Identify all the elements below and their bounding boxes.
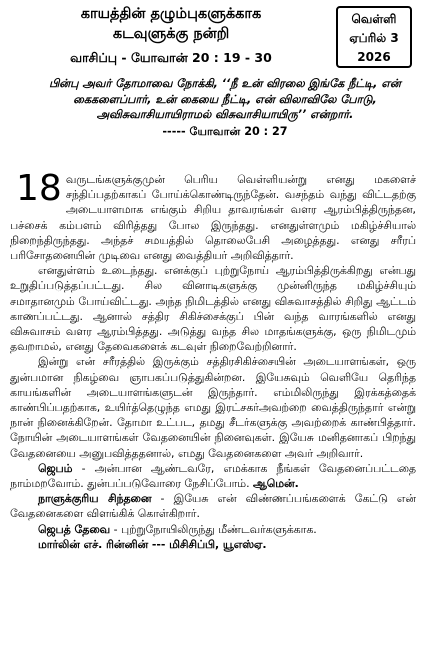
verse-text: பின்பு அவர் தோமாவை நோக்கி, ‘‘நீ உன் விரலை இங்கே நீட்டி, என் கைகளைப்பார், உன் கையை நீட்டி, என் விலாவிலே போடு, அவிசுவாசியாயிராமல் விசுவாசியாயிரு’’ என்றார். [49,77,401,121]
title-line-1: காயத்தின் தழும்புகளுக்காக [80,6,262,22]
title-line-2: கடவுளுக்கு நன்றி [112,26,230,42]
paragraph-3: இன்று என் சரீரத்தில் இருக்கும் சத்திரசிகிச்சையின் அடையாளங்கள், ஒரு துன்பமான நிகழ்வை ஞாபகப்படுத்துகின்றன. இயேசுவும் வெளியே தெரிந்த காயங்களின் அடையாளங்களுடன் இருந்தார். எம்மிலிருந்து இரக்கத்தைக் காண்பிப்பதற்காக, உயிர்த்தெழுந்த எமது இரட்சகர்அவற்றை வைத்திருந்தார் என்று நான் நினைக்கிறேன். தோமா உட்பட, தமது சீடர்களுக்கு அவற்றைக் காண்பித்தார். நோயின் அடையாளங்கள் வேதனையின் நினைவுகள். இயேசு மனிதனாகப் பிறந்து வேதனையை அனுபவித்ததனால், எமது வேதனைகளை அவர் அறிவார். [10,355,416,460]
verse-reference: ----- யோவான் 20 : 27 [162,124,288,138]
prayer [10,461,416,491]
need-text: - புற்றுநோயிலிருந்து மீண்டவர்களுக்காக. [110,522,317,536]
thought-for-day [10,491,416,521]
paragraph-1 [10,168,416,263]
drop-number: 18 [16,168,62,209]
paragraph-2: எனதுள்ளம் உடைந்தது. எனக்குப் புற்றுநோய் ஆரம்பித்திருக்கிறது என்பது உறுதிப்படுத்தப்பட்டது. சில வினாடிகளுக்கு முன்னிருந்த மகிழ்ச்சியும் சமாதானமும் போய்விட்டது. அந்த நிமிடத்தில் எனது விசுவாசத்தில் சிறிது ஆட்டம் காணப்பட்டது. ஆனால் சத்திர சிகிச்சைக்குப் பின் வந்த வாரங்களில் எனது விசுவாசம் வளர ஆரம்பித்தது. அடுத்து வந்த சில மாதங்களுக்கு, ஒரு நிமிடமும் தவறாமல், எனது தேவைகளைக் கடவுள் நிறைவேற்றினார். [10,264,416,354]
need-label: ஜெபத் தேவை [38,522,111,536]
header [12,4,330,69]
prayer-text: - அன்பான ஆண்டவரே, எமக்காக நீங்கள் வேதனைப்பட்டதை நாம்மறவோம். துன்பப்படுவோரை நேசிப்போம். [10,461,416,491]
prayer-need [10,522,416,537]
thought-text: - இயேசு என் விண்ணப்பங்களைக் கேட்டு என் வேதனைகளை விளங்கிக் கொள்கிறார். [10,492,416,521]
body-text [10,168,416,552]
date-day: வெள்ளி [351,12,397,26]
date-box [336,6,412,68]
paragraph-1-text: வருடங்களுக்குமுன் பெரிய வெள்ளியன்று எனது மகளைச் சந்திப்பதற்காகப் போய்க்கொண்டிருந்தேன். வசந்தம் வந்து விட்டதற்கு அடையாளமாக எங்கும் சிறிய தாவரங்கள் வளர ஆரம்பித்திருந்தன, பச்சைக் கம்பளம் விரித்தது போல இருந்தது. எனதுள்ளமும் மகிழ்ச்சியால் நிறைந்திருந்தது. அந்தச் சமயத்தில் தொலைபேசி அழைத்தது. எனது சரீரப் பரிசோதனையின் முடிவை எனது வைத்தியர் அறிவித்தார். [10,173,416,263]
prayer-label: ஜெபம் [38,461,73,475]
amen: ஆமென். [253,477,299,491]
key-verse [40,76,410,139]
reading-reference: வாசிப்பு - யோவான் 20 : 19 - 30 [70,50,272,65]
thought-label: நாளுக்குரிய சிந்தனை [38,492,152,506]
date-year: 2026 [357,50,391,64]
date-month-day: ஏப்ரில் 3 [349,31,399,45]
author-line: மார்லின் எச். ரின்னின் --- மிசிசிப்பி, யூஎஸ்ஏ. [38,537,267,551]
